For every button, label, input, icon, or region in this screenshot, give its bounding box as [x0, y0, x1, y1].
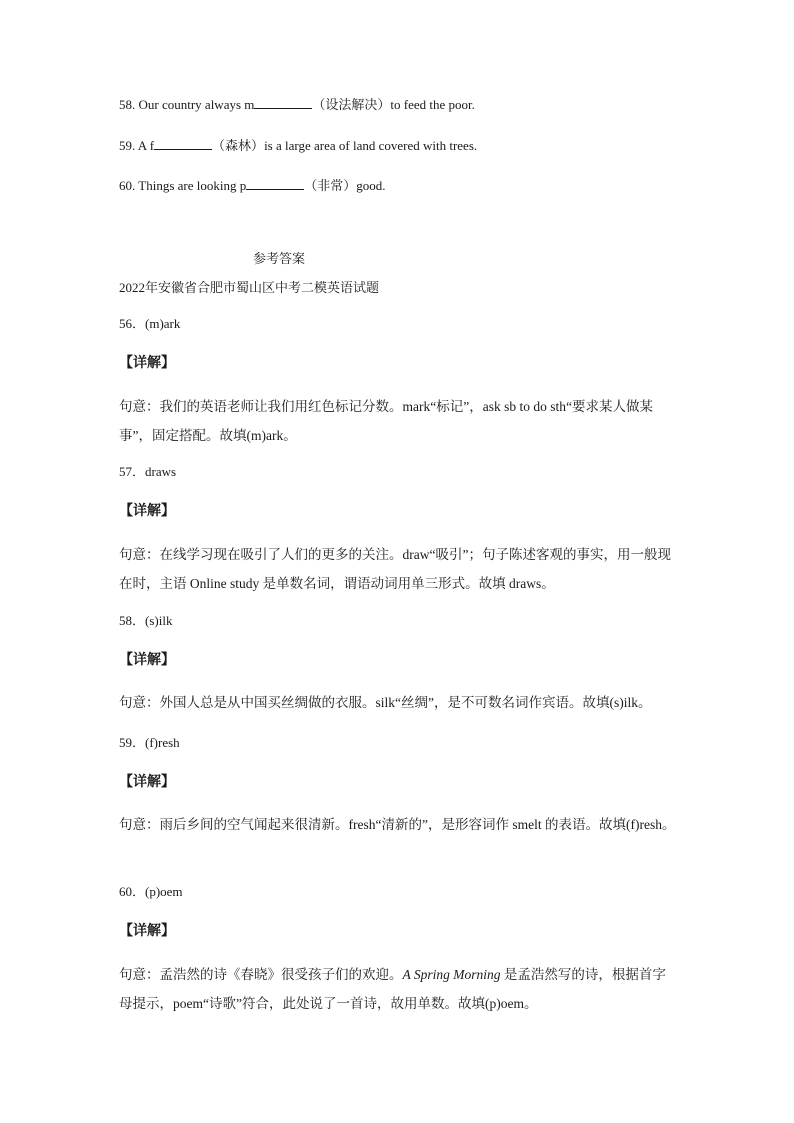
- question-58: [119, 95, 475, 115]
- question-number: 59.: [119, 138, 136, 153]
- exam-title: 2022年安徽省合肥市蜀山区中考二模英语试题: [119, 280, 380, 295]
- question-text: Our country always m: [138, 97, 255, 112]
- question-hint: （非常）: [304, 178, 357, 193]
- answer-explanation-58: 句意：外国人总是从中国买丝绸做的衣服。silk“丝绸”，是不可数名词作宾语。故填(s)ilk。: [119, 695, 652, 710]
- answer-explanation-57: 句意：在线学习现在吸引了人们的更多的关注。draw“吸引”；句子陈述客观的事实，用一般现在时，主语 Online study 是单数名词，谓语动词用单三形式。故填 draws。: [119, 547, 671, 591]
- answer-blank: [154, 137, 212, 150]
- answer-explanation-60: [119, 960, 679, 1018]
- question-hint: （森林）: [212, 138, 265, 153]
- explanation-text: 是孟浩然写的诗，根据首字母提示，poem“诗歌”符合，此处说了一首诗，故用单数。故填(p)oem。: [119, 967, 666, 1011]
- answer-head-58: 58．(s)ilk: [119, 613, 173, 628]
- answer-head-56: 56．(m)ark: [119, 316, 181, 331]
- detail-label: 【详解】: [119, 775, 175, 790]
- answer-explanation-59: 句意：雨后乡间的空气闻起来很清新。fresh“清新的”，是形容词作 smelt 的表语。故填(f)resh。: [119, 817, 676, 832]
- question-59: [119, 136, 477, 156]
- question-number: 60.: [119, 178, 136, 193]
- detail-label: 【详解】: [119, 504, 175, 519]
- answer-head-57: 57．draws: [119, 464, 177, 479]
- answer-blank: [246, 177, 304, 190]
- answer-head-59: 59．(f)resh: [119, 735, 180, 750]
- detail-label: 【详解】: [119, 653, 175, 668]
- detail-label: 【详解】: [119, 356, 175, 371]
- question-number: 58.: [119, 97, 136, 112]
- question-text: to feed the poor.: [390, 97, 475, 112]
- question-text: good.: [356, 178, 386, 193]
- question-text: A f: [137, 138, 155, 153]
- answer-blank: [254, 96, 312, 109]
- poem-title: A Spring Morning: [402, 967, 501, 982]
- answer-head-60: 60．(p)oem: [119, 884, 183, 899]
- question-hint: （设法解决）: [312, 97, 391, 112]
- answer-explanation-56: 句意：我们的英语老师让我们用红色标记分数。mark“标记”，ask sb to do sth“要求某人做某事”，固定搭配。故填(m)ark。: [119, 399, 653, 443]
- answer-title: 参考答案: [253, 251, 306, 266]
- explanation-text: 句意：孟浩然的诗《春晓》很受孩子们的欢迎。: [119, 967, 403, 982]
- detail-label: 【详解】: [119, 924, 175, 939]
- question-60: [119, 176, 386, 196]
- question-text: is a large area of land covered with trees.: [264, 138, 478, 153]
- question-text: Things are looking p: [138, 178, 247, 193]
